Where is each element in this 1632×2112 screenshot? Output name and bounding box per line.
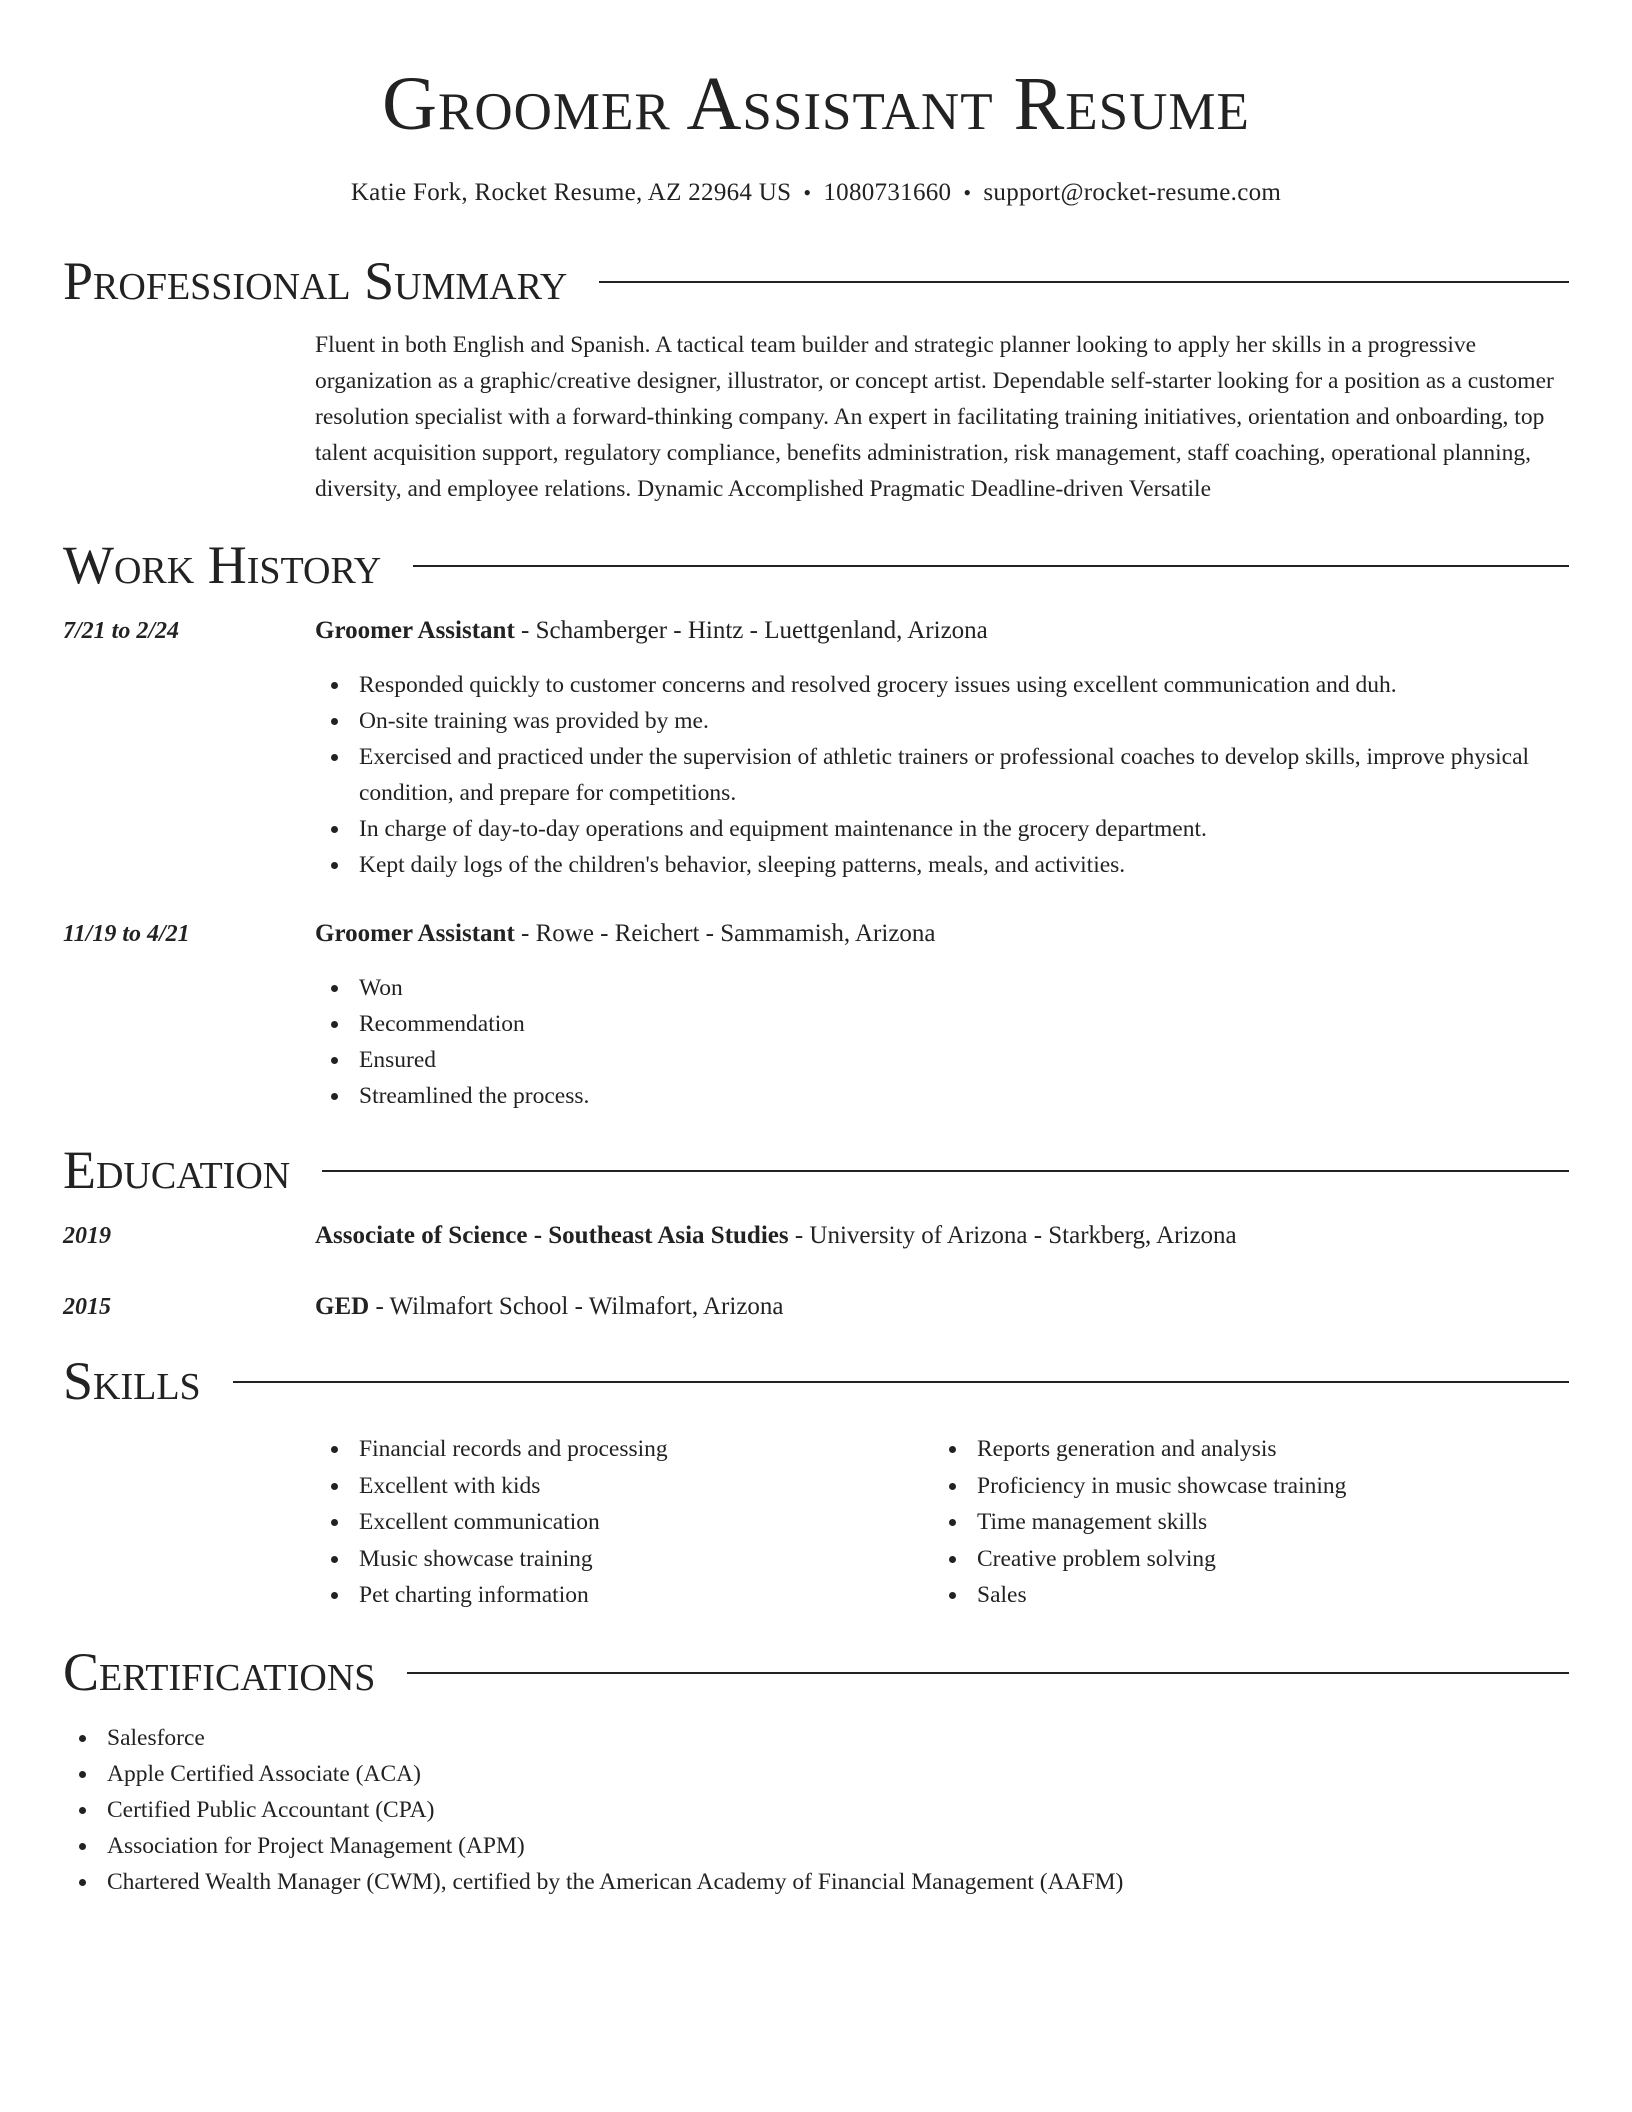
list-item: In charge of day-to-day operations and equipment maintenance in the grocery department.: [315, 811, 1569, 847]
work-section-title: Work History: [63, 535, 382, 595]
list-item: Won: [315, 970, 1569, 1006]
section-divider: [407, 1672, 1569, 1674]
list-item: Sales: [933, 1577, 1551, 1614]
job-entry: [63, 613, 1569, 883]
list-item: Creative problem solving: [933, 1541, 1551, 1578]
contact-separator: •: [963, 180, 972, 205]
list-item: Pet charting information: [315, 1577, 933, 1614]
list-item: Excellent with kids: [315, 1468, 933, 1505]
job-bullets: [315, 970, 1569, 1114]
skills-section-header: [63, 1349, 1569, 1413]
education-body: [315, 1218, 1569, 1254]
list-item: Certified Public Accountant (CPA): [63, 1792, 1569, 1828]
section-divider: [413, 565, 1569, 567]
list-item: Time management skills: [933, 1504, 1551, 1541]
education-year: 2019: [63, 1223, 111, 1249]
list-item: Streamlined the process.: [315, 1078, 1569, 1114]
list-item: On-site training was provided by me.: [315, 703, 1569, 739]
job-heading: [315, 613, 1569, 649]
education-section-header: [63, 1138, 1569, 1202]
list-item: Exercised and practiced under the supervision of athletic trainers or professional coaches to develop skills, improve physical condition, and prepare for competitions.: [315, 739, 1569, 811]
list-item: Association for Project Management (APM): [63, 1828, 1569, 1864]
education-body: [315, 1289, 1569, 1325]
list-item: Kept daily logs of the children's behavior, sleeping patterns, meals, and activities.: [315, 847, 1569, 883]
skills-grid: [315, 1431, 1569, 1614]
education-entry: [63, 1289, 1569, 1325]
job-dates: 7/21 to 2/24: [63, 618, 180, 644]
work-section-header: [63, 533, 1569, 597]
contact-phone: 1080731660: [823, 179, 952, 206]
skills-section-title: Skills: [63, 1351, 201, 1411]
skills-list-right: [933, 1431, 1551, 1614]
list-item: Responded quickly to customer concerns and resolved grocery issues using excellent communication and duh.: [315, 667, 1569, 703]
education-degree: Associate of Science - Southeast Asia Studies: [315, 1222, 789, 1249]
job-role: Groomer Assistant: [315, 617, 515, 644]
education-degree: GED: [315, 1293, 370, 1320]
certifications-section-header: [63, 1640, 1569, 1704]
job-body: [315, 916, 1569, 1114]
contact-email: support@rocket-resume.com: [983, 179, 1282, 206]
job-entry: [63, 916, 1569, 1114]
job-body: [315, 613, 1569, 883]
summary-section-title: Professional Summary: [63, 251, 568, 311]
list-item: Reports generation and analysis: [933, 1431, 1551, 1468]
list-item: Music showcase training: [315, 1541, 933, 1578]
list-item: Ensured: [315, 1042, 1569, 1078]
contact-separator: •: [803, 180, 812, 205]
section-divider: [233, 1381, 1569, 1383]
job-details: - Schamberger - Hintz - Luettgenland, Arizona: [514, 617, 988, 644]
contact-address: Katie Fork, Rocket Resume, AZ 22964 US: [350, 179, 792, 206]
education-year: 2015: [63, 1294, 111, 1320]
list-item: Financial records and processing: [315, 1431, 933, 1468]
list-item: Proficiency in music showcase training: [933, 1468, 1551, 1505]
list-item: Recommendation: [315, 1006, 1569, 1042]
education-details: - Wilmafort School - Wilmafort, Arizona: [369, 1293, 784, 1320]
section-divider: [322, 1170, 1569, 1172]
job-dates: 11/19 to 4/21: [63, 921, 190, 947]
summary-text: Fluent in both English and Spanish. A tactical team builder and strategic planner looking to apply her skills in a progressive organization as a graphic/creative designer, illustrator, or concept artist. Dependable self-starter looking for a position as a customer resolution specialist with a forward-thinking company. An expert in facilitating training initiatives, orientation and onboarding, top talent acquisition support, regulatory compliance, benefits administration, risk management, staff coaching, operational planning, diversity, and employee relations. Dynamic Accomplished Pragmatic Deadline-driven Versatile: [315, 332, 1554, 502]
summary-section-header: [63, 249, 1569, 313]
job-role: Groomer Assistant: [315, 920, 515, 947]
list-item: Excellent communication: [315, 1504, 933, 1541]
list-item: Salesforce: [63, 1720, 1569, 1756]
resume-title: Groomer Assistant Resume: [382, 62, 1250, 146]
job-bullets: [315, 667, 1569, 883]
job-heading: [315, 916, 1569, 952]
certifications-section-title: Certifications: [63, 1641, 376, 1702]
list-item: Apple Certified Associate (ACA): [63, 1756, 1569, 1792]
job-details: - Rowe - Reichert - Sammamish, Arizona: [514, 920, 936, 947]
contact-line: [63, 175, 1569, 211]
education-section-title: Education: [63, 1140, 291, 1200]
skills-list-left: [315, 1431, 933, 1614]
list-item: Chartered Wealth Manager (CWM), certified by the American Academy of Financial Management (AAFM): [63, 1864, 1569, 1900]
certifications-list: [63, 1720, 1569, 1900]
section-divider: [599, 281, 1569, 283]
education-details: - University of Arizona - Starkberg, Arizona: [788, 1222, 1237, 1249]
education-entry: [63, 1218, 1569, 1254]
